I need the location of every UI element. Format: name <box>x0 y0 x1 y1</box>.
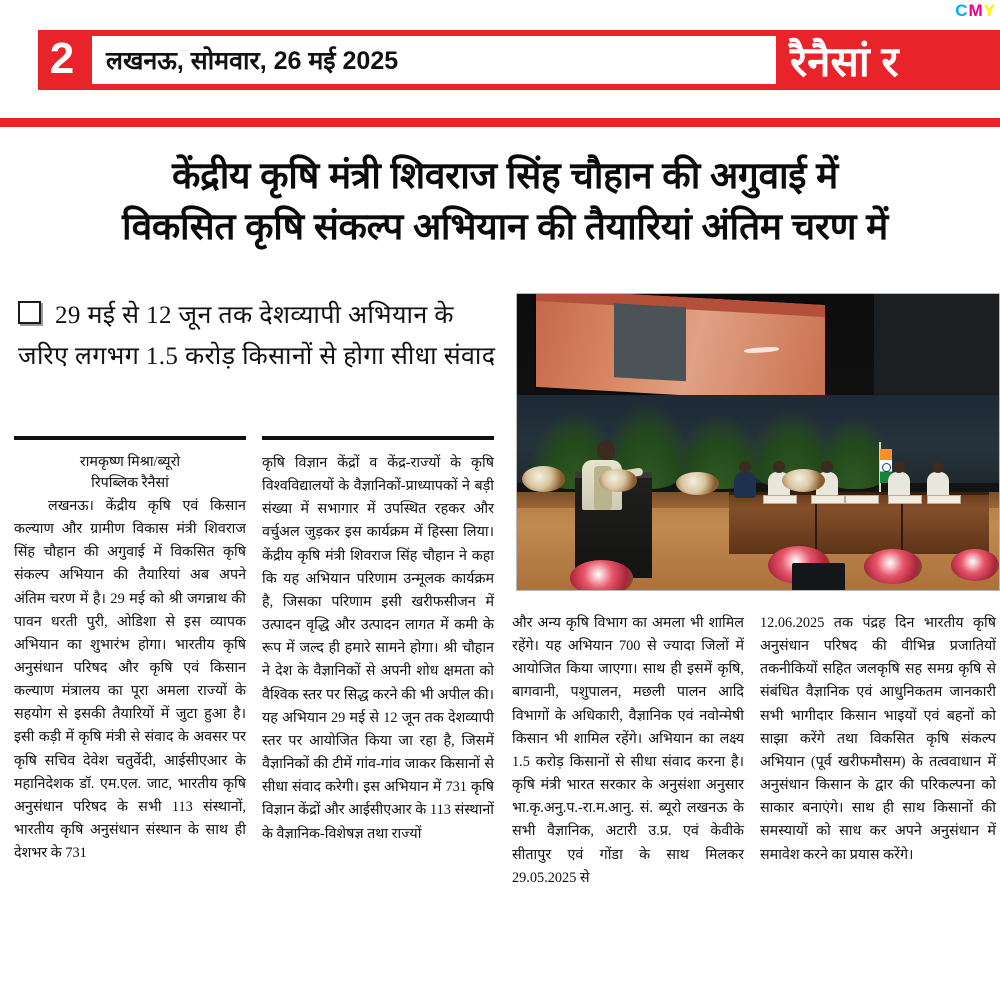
table-nameplate <box>811 495 845 504</box>
headline-line-2: विकसित कृषि संकल्प अभियान की तैयारियां अंतिम चरण में <box>122 206 888 248</box>
article-body-col4: 12.06.2025 तक पंद्रह दिन भारतीय कृषि अनुसंधान परिषद की वीभिन्न प्रजातियों तकनीकियों सहित जलकृषि सह समग्र कृषि से संबंधित वैज्ञानिक एवं आधुनिकतम जानकारी सभी भागीदार किसान भाइयों एवं बहनों को साझा करेंगे तथा विकसित कृषि संकल्प अभियान (पूर्व खरीफमौसम) के तत्ववाधान में अनुसंधान किसान के द्वार की परिकल्पना को साकार बनाएंगे। साथ ही साथ किसानों की समस्यायों को साध कर अपने अनुसंधान में समावेश करने का प्रयास करेंगे। <box>760 615 996 863</box>
cmyk-y-label: Y <box>983 1 996 20</box>
article-column-4 <box>760 612 996 867</box>
head-shape <box>821 461 833 473</box>
head-shape <box>773 461 785 473</box>
table-nameplate <box>927 495 961 504</box>
photo-screen-bird-shape <box>744 346 779 353</box>
dateline-text: लखनऊ, सोमवार, 26 मई 2025 <box>106 47 399 75</box>
article-body-col1: लखनऊ। केंद्रीय कृषि एवं किसान कल्याण और ग्रामीण विकास मंत्री शिवराज सिंह चौहान की अगुवाई में विकसित कृषि संकल्प अभियान की तैयारियां अब अपने अंतिम चरण में है। 29 मई को श्री जगन्नाथ की पावन धरती पुरी, ओडिशा से इस व्यापक अभियान का शुभारंभ होगा। भारतीय कृषि अनुसंधान परिषद और कृषि एवं किसान कल्याण मंत्रालय का पूरा अमला राज्यों के सहयोग से इसकी तैयारियों में जुटा हुआ है। इसी कड़ी में कृषि मंत्री से संवाद के अवसर पर कृषि सचिव देवेश चतुर्वेदी, आईसीएआर के महानिदेशक डॉ. एम.एल. जाट, भारतीय कृषि अनुसंधान परिषद के सभी 113 संस्थानों, भारतीय कृषि अनुसंधान संस्थान के साथ ही देशभर के 731 <box>14 497 246 862</box>
photo-screen-panel <box>614 303 686 381</box>
cmyk-registration-mark <box>955 2 996 19</box>
photo-table-seam <box>901 495 903 554</box>
kicker-blurb <box>18 296 500 377</box>
head-shape <box>893 461 905 473</box>
ashoka-chakra-icon <box>882 463 891 472</box>
article-column-3 <box>512 612 744 890</box>
article-body-col2: कृषि विज्ञान केंद्रों व केंद्र-राज्यों के कृषि विश्वविद्यालयों के वैज्ञानिकों-प्राध्यापकों ने बड़ी संख्या में सभागार में उपस्थित रहकर और वर्चुअल जुड़कर इस कार्यक्रम में हिस्सा लिया। केंद्रीय कृषि मंत्री शिवराज सिंह चौहान ने कहा कि यह अभियान परिणाम उन्मूलक कार्यक्रम है, जिसका परिणाम इसी खरीफसीजन में उत्पादन वृद्धि और उत्पादन लागत में कमी के रूप में जल्द ही हमारे सामने होगा। श्री चौहान ने देश के वैज्ञानिकों से अपनी शोध क्षमता को वैश्विक स्तर पर सिद्ध करने की भी अपील की। यह अभियान 29 मई से 12 जून तक देशव्यापी स्तर पर आयोजित किया जा रहा है, जिसमें वैज्ञानिकों की टीमें गांव-गांव जाकर किसानों से सीधा संवाद करेगी। इस अभियान में 731 कृषि विज्ञान केंद्रों और आईसीएआर के 113 संस्थानों के वैज्ञानिक-विशेषज्ञ तथा राज्यों <box>262 455 494 842</box>
flower-arrangement <box>864 549 922 585</box>
photo-table-seam <box>815 495 817 554</box>
article-photo <box>516 293 1000 591</box>
page-number: 2 <box>49 34 75 83</box>
headline-line-1: केंद्रीय कृषि मंत्री शिवराज सिंह चौहान की अगुवाई में <box>172 155 838 196</box>
photo-projection-screen <box>536 293 825 403</box>
masthead-title: रैनैसां र <box>790 37 899 85</box>
photo-stage-monitor <box>792 563 845 590</box>
header-bottom-rule <box>0 118 1000 127</box>
square-bullet-icon <box>18 301 41 324</box>
seated-dignitary <box>734 472 756 498</box>
page-header-bar <box>38 30 1000 90</box>
flower-arrangement <box>951 549 999 582</box>
article-column-2 <box>262 452 494 846</box>
cmyk-c-label: C <box>955 1 969 20</box>
table-nameplate <box>845 495 879 504</box>
kicker-text: 29 मई से 12 जून तक देशव्यापी अभियान के जरिए लगभग 1.5 करोड़ किसानों से होगा सीधा संवाद <box>18 302 496 370</box>
column-top-rule <box>262 436 494 440</box>
flower-arrangement <box>570 560 633 591</box>
head-shape <box>932 461 944 473</box>
table-nameplate <box>763 495 797 504</box>
byline-name: रामकृष्ण मिश्रा/ब्यूरो <box>79 454 181 470</box>
speaker-head <box>597 440 615 460</box>
page-title <box>40 150 970 252</box>
dateline-box <box>92 36 776 84</box>
byline-org: रिपब्लिक रैनैसां <box>91 475 169 492</box>
head-shape <box>739 461 751 473</box>
table-nameplate <box>888 495 922 504</box>
article-body-col3: और अन्य कृषि विभाग का अमला भी शामिल रहेंगे। यह अभियान 700 से ज्यादा जिलों में आयोजित किया जाएगा। साथ ही इसमें कृषि, बागवानी, पशुपालन, मछली पालन आदि विभागों के अधिकारी, वैज्ञानिक एवं नवोन्मेषी किसान भी शामिल रहेंगे। अभियान का लक्ष्य 1.5 करोड़ किसानों से सीधा संवाद करना है। कृषि मंत्री भारत सरकार के अनुसंशा अनुसार भा.कृ.अनु.प.-रा.म.आनु. सं. ब्यूरो लखनऊ के सभी वैज्ञानिक, अटारी उ.प्र. एवं केवीके सीतापुर एवं गोंडा के साथ मिलकर 29.05.2025 से <box>512 615 744 886</box>
cmyk-m-label: M <box>968 1 984 20</box>
article-column-1 <box>14 452 246 865</box>
column-top-rule <box>14 436 246 440</box>
